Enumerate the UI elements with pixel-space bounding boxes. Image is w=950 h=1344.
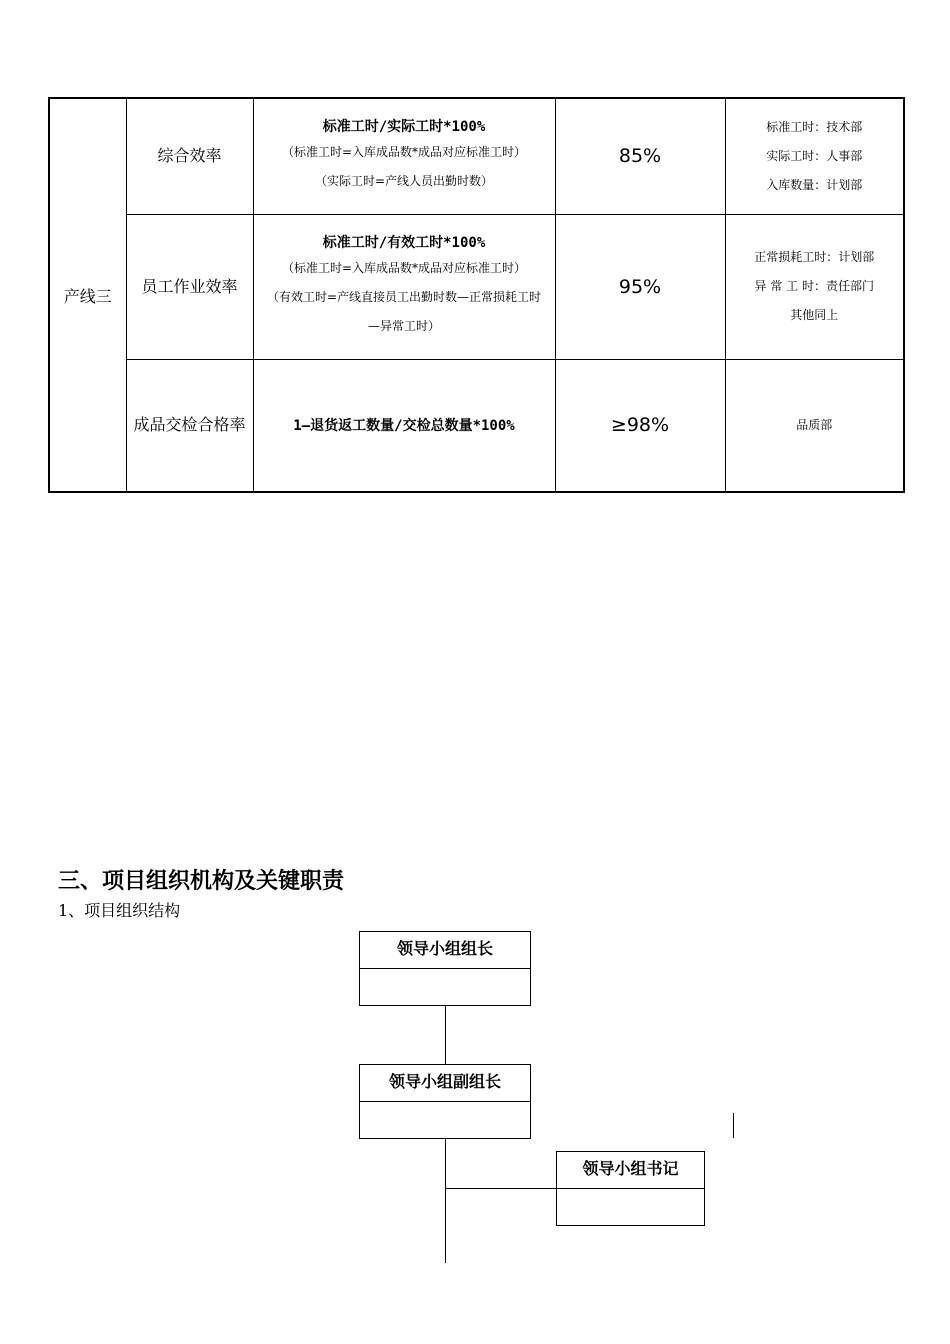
kpi-departments	[725, 359, 904, 492]
table-row	[49, 359, 904, 492]
kpi-target: ≥98%	[555, 359, 725, 492]
org-box-body	[557, 1189, 704, 1225]
department-item: 异 常 工 时：责任部门	[754, 279, 874, 293]
production-line-label: 产线三	[49, 98, 126, 492]
kpi-formula: 标准工时/有效工时*100%	[322, 235, 486, 251]
kpi-formula-note: （实际工时=产线人员出勤时数）	[314, 174, 494, 189]
org-box-title: 领导小组副组长	[360, 1065, 530, 1102]
kpi-formula: 标准工时/实际工时*100%	[322, 119, 486, 136]
kpi-formula: 1—退货返工数量/交检总数量*100%	[253, 359, 555, 492]
connector-line	[445, 1006, 446, 1064]
department-item: 入库数量：计划部	[766, 177, 863, 192]
kpi-formula-note: （标准工时=入库成品数*成品对应标准工时）	[281, 261, 527, 275]
kpi-target: 85%	[555, 98, 725, 214]
kpi-name: 成品交检合格率	[126, 359, 253, 492]
org-box-title: 领导小组书记	[557, 1152, 704, 1189]
org-box-leader	[359, 931, 531, 1006]
kpi-departments	[725, 214, 904, 359]
kpi-table	[48, 97, 905, 493]
department-item: 标准工时：技术部	[766, 119, 863, 134]
department-item: 品质部	[796, 417, 833, 432]
table-row	[49, 214, 904, 359]
kpi-name: 综合效率	[126, 98, 253, 214]
department-item: 实际工时：人事部	[766, 148, 863, 163]
kpi-formula-cell	[253, 98, 555, 214]
department-item: 其他同上	[790, 308, 839, 322]
kpi-departments	[725, 98, 904, 214]
connector-line	[445, 1139, 446, 1263]
org-box-body	[360, 1102, 530, 1138]
org-box-body	[360, 969, 530, 1005]
kpi-formula-cell	[253, 214, 555, 359]
stray-mark-line	[733, 1113, 734, 1138]
kpi-target: 95%	[555, 214, 725, 359]
section-subtitle: 1、项目组织结构	[58, 901, 181, 920]
connector-line	[445, 1188, 556, 1189]
org-box-deputy	[359, 1064, 531, 1139]
kpi-formula-note: （标准工时=入库成品数*成品对应标准工时）	[281, 145, 527, 160]
org-box-title: 领导小组组长	[360, 932, 530, 969]
kpi-name: 员工作业效率	[126, 214, 253, 359]
kpi-formula-note: （有效工时=产线直接员工出勤时数—正常损耗工时—异常工时）	[266, 290, 542, 333]
org-box-secretary	[556, 1151, 705, 1226]
department-item: 正常损耗工时：计划部	[754, 250, 875, 264]
table-row	[49, 98, 904, 214]
section-title: 三、项目组织机构及关键职责	[58, 868, 345, 894]
